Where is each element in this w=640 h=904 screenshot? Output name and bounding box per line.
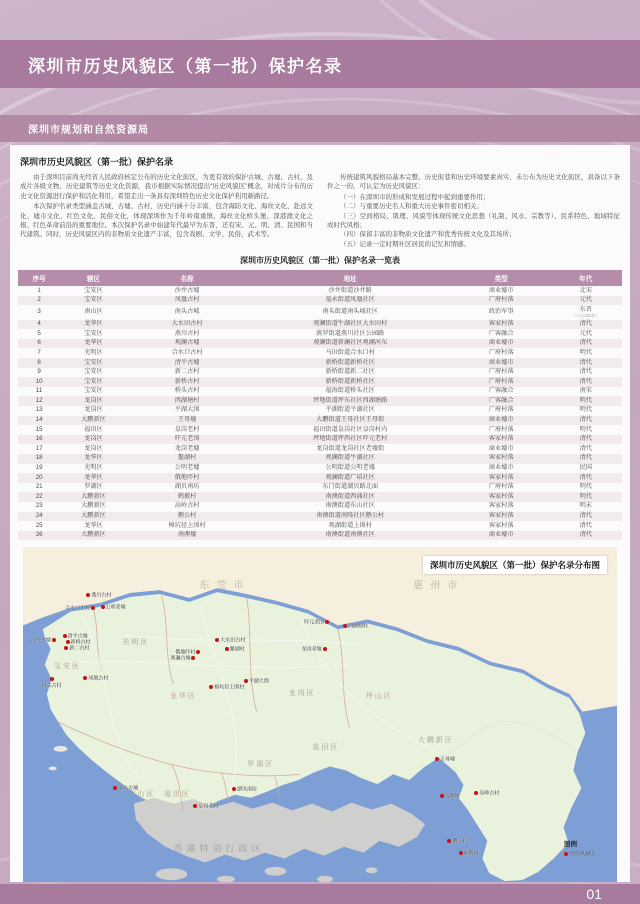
intro-left-column (20, 173, 313, 249)
table-header-row (18, 270, 622, 286)
region-label: 香港特别行政区 (173, 843, 265, 854)
map-point-label: 西湖塘村 (347, 623, 368, 630)
protection-table (18, 270, 622, 540)
map-geography (23, 547, 617, 882)
table-caption: 深圳市历史风貌区（第一批）保护名录一览表 (240, 256, 400, 266)
region-label: 东莞市 (199, 580, 251, 592)
map-point-label: 俄地吓村 (175, 649, 196, 656)
map-point-label: 清平古墟 (67, 633, 88, 640)
region-label: 大鹏新区 (417, 736, 454, 744)
map-point-label: 合水口古村 (65, 605, 91, 612)
intro-paragraph-2: 本次保护名录类型涵盖古城、古墟、古村，历史内涵十分丰富，包含海防文化、海丝文化、赴远文化、墟市文化、红色文化、民俗文化，体现深圳作为千年岭南重镇、海丝文化桥头堡、深港澳文化之根、红色革命前沿的重要地位。本次保护名录中始建年代最早为东晋，还有宋、元、明、清、民国和当代建筑。同时，历史风貌区内的非物质文化遗产丰富，包含戏剧、文学、民俗、武术等。 (20, 203, 313, 239)
map-point-label: 鹤薮村 (463, 850, 479, 857)
region-label: 龙岗区 (288, 689, 316, 697)
table-row: 26 大鹏新区 南澳墟 南澳街道南澳社区 商业墟市 清代 (18, 531, 622, 541)
org-band (0, 115, 640, 142)
criteria-clause-3: （三）空间格局、肌理、风貌等体现传统文化思想（礼制、风水、宗教等）、民系特色、地域特征或时代风格； (327, 212, 620, 230)
map-point-label: 新桥古村 (70, 639, 91, 646)
criteria-clause-5: （五）记录一定时期社区居民的记忆和情感。 (340, 240, 470, 248)
column-header: 地址 (248, 270, 453, 286)
org-name: 深圳市规划和自然资源局 (28, 125, 149, 136)
intro-paragraph-1: 由于深圳目前尚无经省人民政府核定公布的历史文化街区，为更有效的保护古城、古墟、古村，及成片各级文物、历史建筑等历史文化资源，我市根据实际情况提出“历史风貌区”概念，对成片分布的历史文化资源进行保护和活化利用，希望走出一条具有深圳特色历史文化保护利用新路径。 (20, 174, 313, 200)
region-label: 盐田区 (312, 743, 340, 751)
map-point (225, 646, 245, 653)
map-point-label: 鳌湖村 (229, 646, 245, 653)
header-band (0, 40, 640, 88)
table-row: 21 罗湖区 湖贝南坊 东门街道湖贝路北面 广府村落 明代 (35, 483, 592, 491)
criteria-clause-4: （四）保留丰富的非物质文化遗产和优秀传统文化及其场所； (340, 231, 516, 239)
table-row: 14 大鹏新区 王母墟 大鹏街道王母社区王母街 商业墟市 清代 (18, 416, 622, 426)
map-point-label: 龙岗老墟 (301, 646, 322, 653)
intro-right-column (327, 173, 620, 249)
table-row: 5 宝安区 燕川古村 燕罗街道燕川社区公园路 广客融合 元代 (37, 329, 592, 337)
table-row: 13 龙岗区 平湖大围 平湖街道平湖社区 广府村落 明代 (35, 406, 592, 414)
table-row: 8 宝安区 清平古墟 新桥街道新桥社区 商业墟市 清代 (18, 358, 622, 368)
table-row: 10 宝安区 新桥古村 新桥街道新桥社区 广府村落 清代 (18, 377, 622, 387)
map-point (63, 633, 88, 640)
table-row: 9 宝安区 新二古村 新桥街道新二社区 广府村落 清代 (37, 368, 592, 376)
region-label: 宝安区 (54, 662, 82, 670)
map-title: 深圳市历史风貌区（第一批）保护名录分布图 (423, 556, 607, 574)
map-point (209, 684, 245, 691)
table-row: 20 龙华区 俄地吓村 观澜街道广培社区 客家村落 清代 (18, 473, 622, 483)
criteria-clause-2: （二）与重要历史名人和重大历史事件密切相关； (340, 203, 483, 211)
criteria-intro: 传统建筑风貌格局基本完整、历史街巷和历史环境要素真实、未公布为历史文化街区，具备以下条件之一的，可认定为历史风貌区： (327, 174, 620, 191)
map-point (343, 623, 368, 630)
region-label: 惠州市 (413, 580, 465, 592)
table-row: 24 大鹏新区 鹅公村 南澳街道南隆社区鹅公村 客家村落 清代 (18, 512, 622, 522)
legend-item (564, 850, 595, 857)
map-point-label: 新二古村 (69, 645, 90, 652)
region-label: 坪山区 (365, 693, 393, 700)
map-point-label: 吓元老围 (304, 619, 325, 626)
map-point (301, 646, 327, 653)
table-row: 16 龙岗区 吓元老围 坪地街道坪西社区吓元老村 客家村落 清代 (18, 435, 622, 445)
protection-table-body (18, 286, 622, 540)
column-header: 名称 (127, 270, 248, 286)
region-label: 福田区 (163, 791, 191, 799)
table-row: 7 光明区 合水口古村 马田街道合水口村 广府村落 明代 (37, 348, 592, 356)
region-label: 罗湖区 (247, 760, 275, 768)
distribution-map (23, 547, 617, 882)
map-point-label: 樟坑径上围村 (214, 684, 245, 691)
table-row: 12 龙岗区 西湖塘村 坪地街道坪东社区西湖塘路 广客融合 明代 (18, 396, 622, 406)
table-row: 15 福田区 皇岗老村 福田街道皇岗社区皇岗村内 广府村落 明代 (35, 425, 592, 433)
intro-columns (20, 173, 620, 249)
region-label: 南山区 (128, 791, 156, 799)
table-row: 2 宝安区 凤凰古村 福永街道凤凰社区 广府村落 元代 (18, 296, 622, 306)
table-row: 1 宝安区 沙井古墟 沙井街道沙井路 商业墟市 北宋 (37, 286, 592, 294)
legend-item-label: 历史风貌区 (569, 851, 595, 858)
map-point (459, 850, 479, 857)
map-point-label: 平湖大围 (248, 678, 269, 685)
map-point-label: 沙井古墟 (30, 637, 51, 644)
page-title: 深圳市历史风貌区（第一批）保护名录 (28, 56, 343, 76)
map-point-label: 公明老墟 (105, 604, 126, 611)
map-point (440, 793, 460, 800)
column-header: 序号 (18, 270, 60, 286)
content-panel (10, 145, 630, 882)
map-point (41, 677, 62, 690)
legend-dot-icon (564, 852, 568, 856)
table-row: 17 龙岗区 龙岗老墟 龙岗街道龙岗社区老墟街 商业墟市 清代 (35, 444, 592, 452)
region-label: 光明区 (122, 638, 150, 646)
map-point (101, 604, 126, 611)
table-row: 25 龙华区 樟坑径上围村 观湖街道上围村 客家村落 清代 (35, 521, 592, 529)
map-point-label: 皇岗老村 (198, 803, 219, 810)
table-row: 3 南山区 南头古城 南头街道南头城社区 政治军事 东晋 （公元331年） (18, 305, 622, 319)
table-row: 4 龙华区 大水田古村 观澜街道牛湖社区大水田村 客家村落 清代 (18, 320, 622, 330)
map-point (435, 756, 456, 763)
map-point-label: 大水田古村 (220, 637, 246, 644)
column-header: 年代 (550, 270, 623, 286)
map-point-label: 桥头古村 (41, 683, 62, 690)
table-row: 19 光明区 公明老墟 公明街道公明老墟 商业墟市 民国 (35, 464, 592, 472)
footer-band (0, 884, 640, 904)
page-number: 01 (586, 886, 602, 902)
map-point-label: 南澳墟 (444, 793, 460, 800)
column-header: 类型 (453, 270, 550, 286)
criteria-clause-1: （一）在深圳市的形成和发展过程中起到重要作用； (340, 193, 490, 201)
table-row: 23 大鹏新区 高岭古村 南澳街道东山社区 客家村落 明末 (35, 502, 592, 510)
map-point (304, 619, 329, 626)
table-row: 18 龙华区 鳌湖村 观澜街道牛湖社区 客家村落 清代 (18, 454, 622, 464)
map-point-label: 鹅公村 (452, 838, 468, 845)
article-title: 深圳市历史风貌区（第一批）保护名录 (20, 157, 174, 167)
era-note: （公元331年） (571, 312, 600, 318)
table-row: 22 大鹏新区 鹤薮村 南澳街道西涌社区 客家村落 明代 (18, 492, 622, 502)
map-point-label: 南头古城 (118, 785, 139, 792)
map-point-label: 高岭古村 (479, 790, 500, 797)
map-point-label: 湖贝南坊 (236, 786, 257, 793)
map-point-label: 燕川古村 (91, 592, 112, 599)
legend-title: 图例 (563, 841, 577, 849)
map-point-label: 凤凰古村 (88, 675, 109, 682)
map-point-label: 观澜古墟 (170, 655, 191, 662)
map-legend (564, 839, 595, 857)
map-point-label: 王母墟 (440, 756, 456, 763)
region-label: 龙华区 (169, 693, 197, 700)
column-header: 辖区 (60, 270, 126, 286)
table-row: 6 龙华区 观澜古墟 观澜街道新澜社区观澜河东 商业墟市 清代 (18, 339, 622, 349)
table-row: 11 宝安区 桥头古村 福海街道桥头社区 广客融合 南宋 (35, 387, 592, 395)
